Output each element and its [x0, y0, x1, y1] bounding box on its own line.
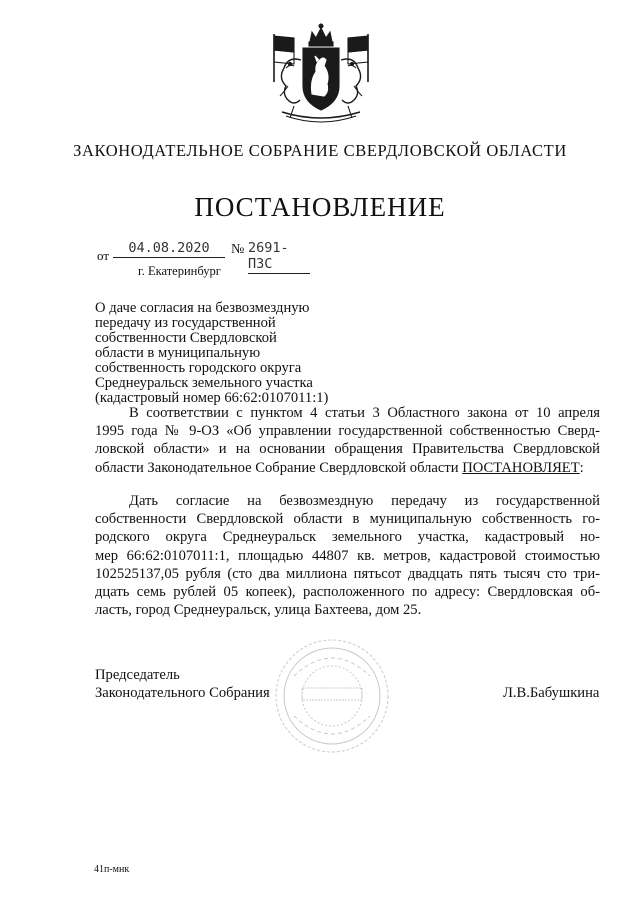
resolution-line: Дать согласие на безвозмездную передачу из государственной — [129, 493, 600, 509]
document-type-title: ПОСТАНОВЛЕНИЕ — [194, 192, 446, 222]
subject-line: О даче согласия на безвозмездную — [95, 300, 310, 316]
resolution-paragraph — [95, 492, 600, 619]
official-seal-stamp — [272, 636, 392, 756]
resolution-line: родского округа Среднеуральск земельного участка, кадастровый но- — [95, 529, 600, 546]
decree-colon: : — [579, 459, 584, 476]
decree-word: ПОСТАНОВЛЯЕТ — [462, 459, 580, 476]
resolution-line: мер 66:62:0107011:1, площадью 44807 кв. метров, кадастровой стоимостью — [95, 547, 600, 564]
footer-registry-code: 41п-мнк — [94, 864, 130, 875]
signatory-name: Л.В.Бабушкина — [503, 685, 600, 701]
resolution-line: собственности Свердловской области в муниципальную собственность го- — [95, 511, 600, 528]
document-subject — [95, 301, 395, 406]
signatory-title-line: Законодательного Собрания — [95, 684, 270, 701]
document-number: 2691-ПЗС — [248, 240, 310, 274]
resolution-line: 102525137,05 рубля (сто два миллиона пятьсот двадцать пять тысяч сто три- — [95, 565, 600, 582]
subject-line: Среднеуральск земельного участка — [95, 375, 313, 391]
resolution-line: ласть, город Среднеуральск, улица Бахтеева, дом 25. — [95, 602, 422, 619]
preamble-last-text: области Законодательное Собрание Свердловской области — [95, 459, 463, 476]
organization-name: ЗАКОНОДАТЕЛЬНОЕ СОБРАНИЕ СВЕРДЛОВСКОЙ ОБЛАСТИ — [73, 141, 567, 160]
date-from-label: от — [97, 248, 110, 263]
resolution-line: дцать семь рублей 05 копеек), расположенного по адресу: Свердловская об- — [95, 584, 600, 601]
preamble-last-line — [95, 459, 600, 477]
subject-line: области в муниципальную — [95, 345, 261, 361]
preamble-line: В соответствии с пунктом 4 статьи 3 Областного закона от 10 апреля — [129, 405, 600, 421]
preamble-line: ловской области» и на основании обращения Правительства Свердловской — [95, 441, 600, 458]
number-sign-label: № — [231, 242, 245, 257]
preamble-line: 1995 года № 9-ОЗ «Об управлении государственной собственностью Сверд- — [95, 423, 600, 440]
signatory-title — [95, 667, 270, 702]
signatory-title-line: Председатель — [95, 667, 180, 683]
city-of-issue: г. Екатеринбург — [138, 264, 221, 278]
subject-line: собственности Свердловской — [95, 330, 277, 346]
preamble-paragraph — [95, 404, 600, 477]
subject-line: собственность городского округа — [95, 360, 302, 376]
document-date: 04.08.2020 — [113, 240, 225, 258]
subject-line: передачу из государственной — [95, 315, 276, 331]
coat-of-arms-emblem — [260, 20, 382, 132]
subject-line: (кадастровый номер 66:62:0107011:1) — [95, 390, 329, 406]
